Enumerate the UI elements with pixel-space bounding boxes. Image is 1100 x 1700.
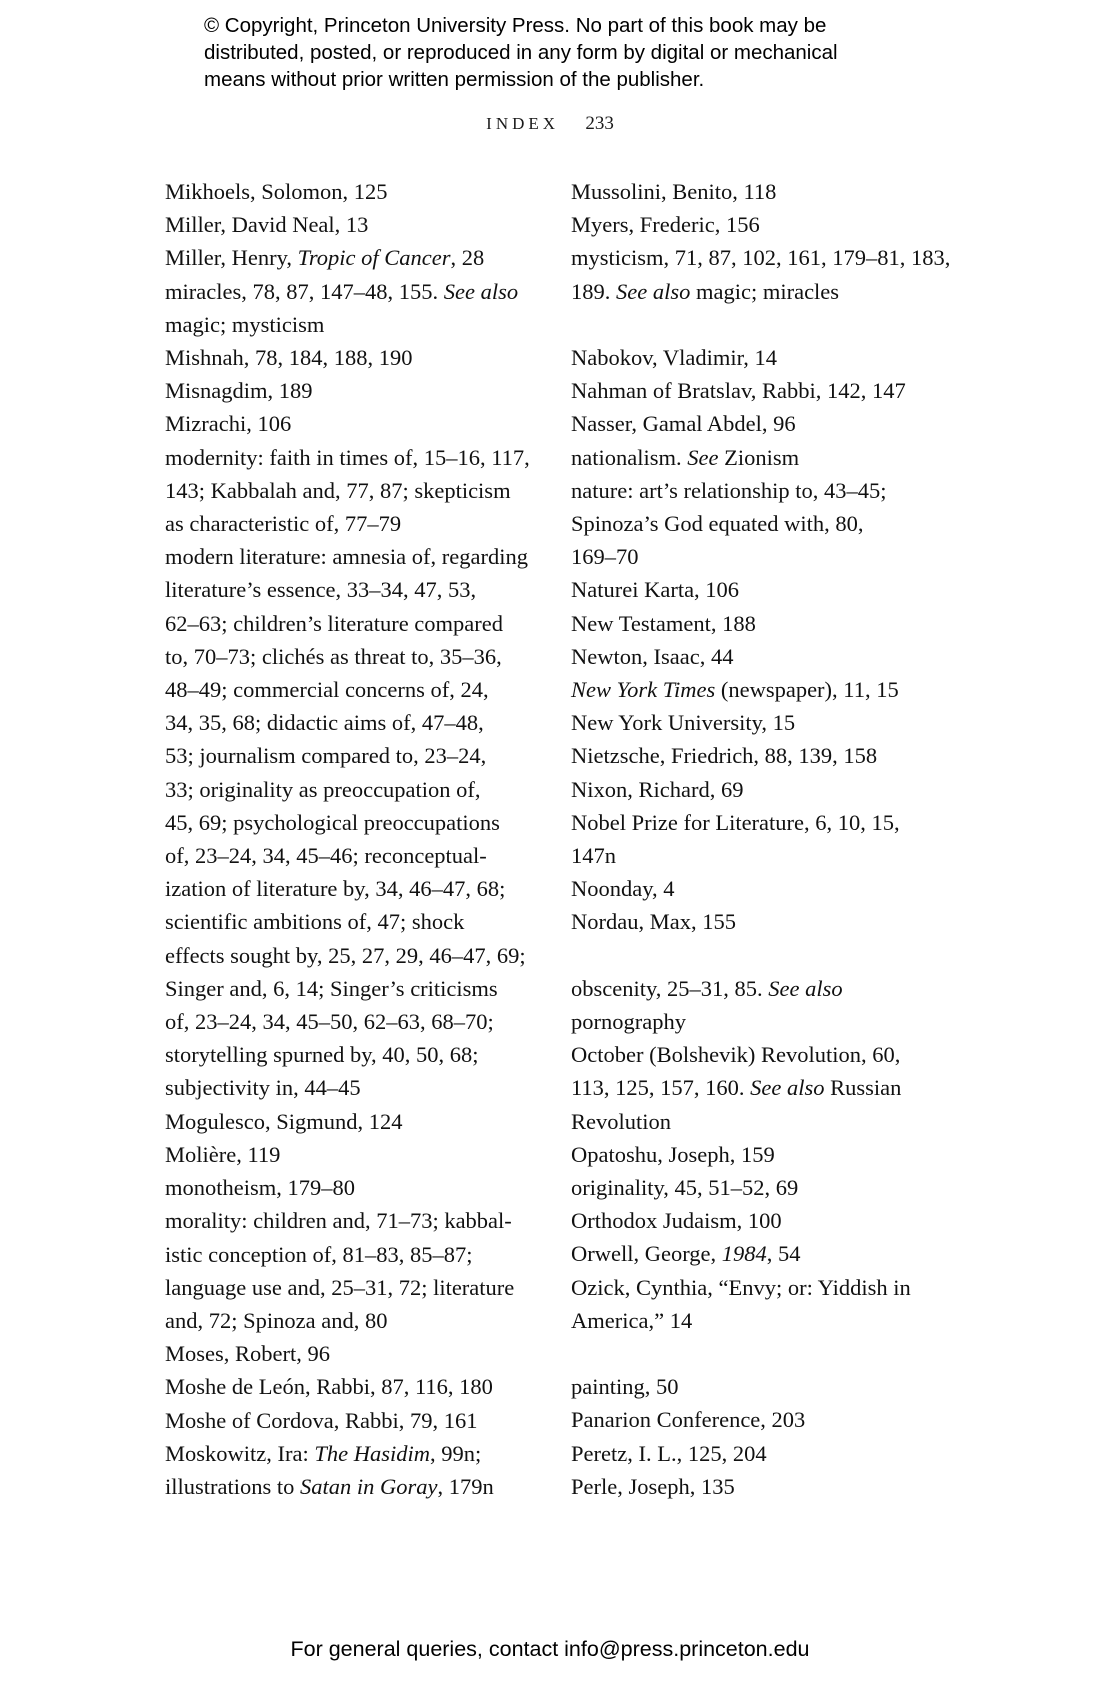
index-entry-line — [165, 939, 545, 972]
entry-text: Myers, Frederic, 156 — [571, 212, 760, 238]
entry-text: 147n — [571, 843, 616, 869]
index-entry — [571, 1437, 941, 1470]
index-entry-line — [571, 905, 941, 938]
entry-text: ization of literature by, 34, 46–47, 68; — [165, 876, 506, 902]
entry-text: 48–49; commercial concerns of, 24, — [165, 677, 489, 703]
index-entry-line — [571, 1470, 941, 1503]
entry-text: Molière, 119 — [165, 1141, 281, 1167]
entry-text: Moskowitz, Ira: — [165, 1440, 315, 1466]
footer-contact: For general queries, contact info@press.princeton.edu — [290, 1637, 810, 1661]
entry-text: Mogulesco, Sigmund, 124 — [165, 1108, 403, 1134]
entry-text: nature: art’s relationship to, 43–45; — [571, 477, 887, 503]
index-entry-line — [571, 441, 941, 474]
copyright-notice — [204, 12, 924, 93]
entry-text: 62–63; children’s literature compared — [165, 610, 504, 636]
entry-text: Moses, Robert, 96 — [165, 1341, 330, 1367]
index-entry-line — [165, 241, 545, 274]
entry-text: 189. — [571, 278, 616, 304]
italic-title: See also — [768, 975, 843, 1001]
section-title: INDEX — [486, 114, 560, 133]
index-entry — [165, 1204, 545, 1337]
index-entry-line — [571, 1071, 941, 1104]
index-entry-line — [571, 1403, 941, 1436]
index-entry-line — [571, 673, 941, 706]
entry-text: nationalism. — [571, 444, 688, 470]
entry-text: Orthodox Judaism, 100 — [571, 1208, 782, 1234]
index-entry-line — [165, 806, 545, 839]
entry-text: originality, 45, 51–52, 69 — [571, 1175, 799, 1201]
entry-text: Mizrachi, 106 — [165, 411, 292, 437]
entry-text: Nobel Prize for Literature, 6, 10, 15, — [571, 809, 900, 835]
index-entry-line — [571, 706, 941, 739]
copyright-line: © Copyright, Princeton University Press. No part of this book may be — [204, 14, 827, 37]
entry-text: morality: children and, 71–73; kabbal- — [165, 1208, 512, 1234]
index-entry-line — [165, 1005, 545, 1038]
index-entry — [571, 573, 941, 606]
index-entry — [571, 806, 941, 872]
index-entry-line — [165, 673, 545, 706]
entry-text: to, 70–73; clichés as threat to, 35–36, — [165, 643, 502, 669]
entry-text: Mishnah, 78, 184, 188, 190 — [165, 345, 413, 371]
entry-text: pornography — [571, 1009, 686, 1035]
copyright-line: means without prior written permission of the publisher. — [204, 68, 705, 91]
entry-text: , 179n — [437, 1473, 494, 1499]
entry-text: Mikhoels, Solomon, 125 — [165, 179, 388, 204]
entry-text: Newton, Isaac, 44 — [571, 643, 734, 669]
index-entry — [165, 1370, 545, 1403]
index-entry — [165, 1337, 545, 1370]
index-entry-line — [571, 1138, 941, 1171]
italic-title: The Hasidim — [314, 1440, 430, 1466]
index-entry-line — [165, 1370, 545, 1403]
index-entry-line — [571, 573, 941, 606]
index-entry — [165, 1171, 545, 1204]
index-entry-line — [571, 872, 941, 905]
entry-text: 169–70 — [571, 544, 639, 570]
index-entry-line — [165, 640, 545, 673]
index-entry — [165, 374, 545, 407]
index-entry-line — [165, 407, 545, 440]
entry-text: subjectivity in, 44–45 — [165, 1075, 361, 1101]
entry-text: language use and, 25–31, 72; literature — [165, 1274, 515, 1300]
entry-text: monotheism, 179–80 — [165, 1175, 355, 1201]
entry-text: 143; Kabbalah and, 77, 87; skepticism — [165, 477, 511, 503]
index-entry-line — [165, 374, 545, 407]
index-entry — [571, 441, 941, 474]
index-entry — [571, 1403, 941, 1436]
entry-text: Miller, David Neal, 13 — [165, 212, 369, 238]
entry-text: Orwell, George, — [571, 1241, 722, 1267]
letter-group-spacer — [571, 1337, 941, 1370]
index-entry — [165, 540, 545, 1104]
index-entry-line — [165, 275, 545, 308]
index-entry-line — [165, 441, 545, 474]
index-entry — [165, 1105, 545, 1138]
index-entry-line — [571, 773, 941, 806]
index-entry — [165, 1437, 545, 1503]
index-entry — [165, 208, 545, 241]
entry-text: 113, 125, 157, 160. — [571, 1075, 751, 1101]
index-entry — [165, 275, 545, 341]
index-entry-line — [571, 275, 941, 308]
index-entry — [571, 341, 941, 374]
index-entry — [571, 1237, 941, 1270]
index-entry — [571, 739, 941, 772]
letter-group-spacer — [571, 308, 941, 341]
entry-text: illustrations to — [165, 1473, 300, 1499]
letter-group-spacer — [571, 939, 941, 972]
index-entry-line — [571, 407, 941, 440]
index-entry-line — [165, 175, 545, 208]
index-entry — [571, 773, 941, 806]
index-entry — [571, 872, 941, 905]
index-entry — [571, 640, 941, 673]
entry-text: Noonday, 4 — [571, 876, 675, 902]
entry-text: , 54 — [766, 1241, 801, 1267]
italic-title: 1984 — [721, 1241, 767, 1267]
entry-text: (newspaper), 11, 15 — [715, 677, 899, 703]
index-entry — [571, 673, 941, 706]
italic-title: See also — [616, 278, 691, 304]
entry-text: Nabokov, Vladimir, 14 — [571, 345, 777, 370]
index-entry — [571, 1271, 941, 1337]
index-entry — [571, 1138, 941, 1171]
entry-text: of, 23–24, 34, 45–50, 62–63, 68–70; — [165, 1009, 494, 1035]
index-entry-line — [165, 507, 545, 540]
entry-text: 34, 35, 68; didactic aims of, 47–48, — [165, 710, 484, 736]
index-entry — [571, 706, 941, 739]
entry-text: storytelling spurned by, 40, 50, 68; — [165, 1042, 479, 1068]
index-entry-line — [165, 1071, 545, 1104]
page-number: 233 — [585, 113, 614, 134]
index-entry-line — [571, 1437, 941, 1470]
entry-text: magic; mysticism — [165, 311, 325, 337]
index-entry-line — [571, 175, 941, 208]
index-entry — [571, 208, 941, 241]
index-entry — [165, 241, 545, 274]
index-entry-line — [165, 1171, 545, 1204]
index-entry-line — [165, 308, 545, 341]
index-entry-line — [165, 208, 545, 241]
index-entry-line — [165, 1138, 545, 1171]
entry-text: Miller, Henry, — [165, 245, 298, 271]
index-entry — [571, 175, 941, 208]
index-entry-line — [165, 1271, 545, 1304]
entry-text: Perle, Joseph, 135 — [571, 1473, 735, 1499]
entry-text: Misnagdim, 189 — [165, 378, 313, 404]
index-entry-line — [165, 905, 545, 938]
index-entry-line — [571, 607, 941, 640]
index-entry-line — [571, 739, 941, 772]
entry-text: as characteristic of, 77–79 — [165, 511, 402, 537]
index-entry — [571, 1204, 941, 1237]
entry-text: Singer and, 6, 14; Singer’s criticisms — [165, 975, 498, 1001]
entry-text: New York University, 15 — [571, 710, 796, 736]
index-entry-line — [165, 1404, 545, 1437]
index-entry-line — [165, 773, 545, 806]
index-entry-line — [571, 806, 941, 839]
entry-text: 45, 69; psychological preoccupations — [165, 809, 500, 835]
index-entry — [571, 972, 941, 1038]
index-entry-line — [165, 1204, 545, 1237]
entry-text: , 28 — [450, 245, 485, 271]
entry-text: Zionism — [718, 444, 800, 470]
entry-text: Panarion Conference, 203 — [571, 1407, 806, 1433]
index-entry — [571, 374, 941, 407]
entry-text: 33; originality as preoccupation of, — [165, 776, 481, 802]
entry-text: of, 23–24, 34, 45–46; reconceptual- — [165, 843, 487, 869]
index-column-left — [165, 175, 545, 1503]
index-entry — [165, 407, 545, 440]
index-entry-line — [571, 1038, 941, 1071]
entry-text: magic; miracles — [690, 278, 840, 304]
index-entry-line — [571, 374, 941, 407]
index-entry — [571, 1470, 941, 1503]
italic-title: Tropic of Cancer — [297, 245, 451, 271]
entry-text: modern literature: amnesia of, regarding — [165, 544, 528, 570]
index-entry — [571, 1038, 941, 1138]
index-entry-line — [165, 739, 545, 772]
index-entry-line — [571, 1271, 941, 1304]
entry-text: and, 72; Spinoza and, 80 — [165, 1307, 388, 1333]
entry-text: istic conception of, 81–83, 85–87; — [165, 1241, 473, 1267]
entry-text: literature’s essence, 33–34, 47, 53, — [165, 577, 477, 603]
index-entry-line — [165, 1038, 545, 1071]
entry-text: Nietzsche, Friedrich, 88, 139, 158 — [571, 743, 878, 769]
entry-text: Nordau, Max, 155 — [571, 909, 736, 935]
index-entry — [571, 407, 941, 440]
index-entry-line — [165, 474, 545, 507]
index-entry-line — [571, 1171, 941, 1204]
entry-text: Nasser, Gamal Abdel, 96 — [571, 411, 796, 437]
copyright-line: distributed, posted, or reproduced in any form by digital or mechanical — [204, 41, 838, 64]
index-entry-line — [571, 241, 951, 274]
italic-title: See — [687, 444, 719, 470]
entry-text: , 99n; — [430, 1440, 482, 1466]
index-entry-line — [571, 208, 941, 241]
entry-text: scientific ambitions of, 47; shock — [165, 909, 465, 935]
italic-title: New York Times — [571, 677, 716, 703]
index-entry-line — [165, 607, 545, 640]
index-column-right — [571, 175, 951, 1503]
entry-text: Mussolini, Benito, 118 — [571, 179, 777, 204]
index-entry-line — [165, 706, 545, 739]
entry-text: Ozick, Cynthia, “Envy; or: Yiddish in — [571, 1274, 911, 1300]
index-entry-line — [571, 1105, 941, 1138]
index-entry — [571, 474, 941, 574]
index-entry-line — [571, 474, 941, 507]
entry-text: modernity: faith in times of, 15–16, 117, — [165, 444, 530, 470]
index-entry-line — [571, 1304, 941, 1337]
index-entry-line — [571, 341, 941, 374]
index-entry-line — [165, 1437, 545, 1470]
entry-text: Moshe of Cordova, Rabbi, 79, 161 — [165, 1407, 478, 1433]
italic-title: Satan in Goray — [300, 1473, 438, 1499]
index-entry-line — [165, 1304, 545, 1337]
index-entry-line — [165, 573, 545, 606]
index-entry-line — [165, 540, 545, 573]
index-entry-line — [165, 1337, 545, 1370]
index-entry — [165, 441, 545, 541]
index-entry-line — [165, 1238, 545, 1271]
index-entry-line — [165, 972, 545, 1005]
index-entry-line — [571, 972, 941, 1005]
index-entry-line — [571, 839, 941, 872]
index-entry-line — [571, 1370, 941, 1403]
entry-text: miracles, 78, 87, 147–48, 155. — [165, 278, 444, 304]
index-entry-line — [165, 1470, 545, 1503]
index-entry — [571, 607, 941, 640]
index-entry-line — [165, 839, 545, 872]
entry-text: Peretz, I. L., 125, 204 — [571, 1440, 767, 1466]
index-entry — [165, 1404, 545, 1437]
entry-text: Nixon, Richard, 69 — [571, 776, 744, 802]
index-entry-line — [165, 341, 545, 374]
entry-text: Opatoshu, Joseph, 159 — [571, 1141, 775, 1167]
index-entry-line — [571, 507, 941, 540]
entry-text: Russian — [824, 1075, 902, 1101]
index-entry — [571, 241, 951, 307]
index-entry — [571, 905, 941, 938]
index-entry — [571, 1370, 941, 1403]
running-head — [0, 113, 1100, 135]
entry-text: October (Bolshevik) Revolution, 60, — [571, 1042, 901, 1068]
entry-text: America,” 14 — [571, 1307, 693, 1333]
index-entry-line — [165, 872, 545, 905]
index-entry-line — [571, 640, 941, 673]
index-entry-line — [571, 540, 941, 573]
index-entry-line — [165, 1105, 545, 1138]
italic-title: See also — [750, 1075, 825, 1101]
entry-text: effects sought by, 25, 27, 29, 46–47, 69; — [165, 942, 526, 968]
index-entry — [165, 1138, 545, 1171]
index-entry-line — [571, 1005, 941, 1038]
index-entry-line — [571, 1204, 941, 1237]
index-entry — [165, 341, 545, 374]
entry-text: mysticism, 71, 87, 102, 161, 179–81, 183, — [571, 245, 951, 271]
entry-text: Naturei Karta, 106 — [571, 577, 740, 603]
entry-text: painting, 50 — [571, 1374, 679, 1400]
index-entry — [571, 1171, 941, 1204]
index-entry-line — [571, 1237, 941, 1270]
entry-text: obscenity, 25–31, 85. — [571, 975, 769, 1001]
index-entry — [165, 175, 545, 208]
entry-text: New Testament, 188 — [571, 610, 756, 636]
entry-text: 53; journalism compared to, 23–24, — [165, 743, 487, 769]
entry-text: Nahman of Bratslav, Rabbi, 142, 147 — [571, 378, 906, 404]
italic-title: See also — [443, 278, 519, 304]
entry-text: Moshe de León, Rabbi, 87, 116, 180 — [165, 1374, 493, 1400]
entry-text: Revolution — [571, 1108, 671, 1134]
entry-text: Spinoza’s God equated with, 80, — [571, 511, 864, 537]
